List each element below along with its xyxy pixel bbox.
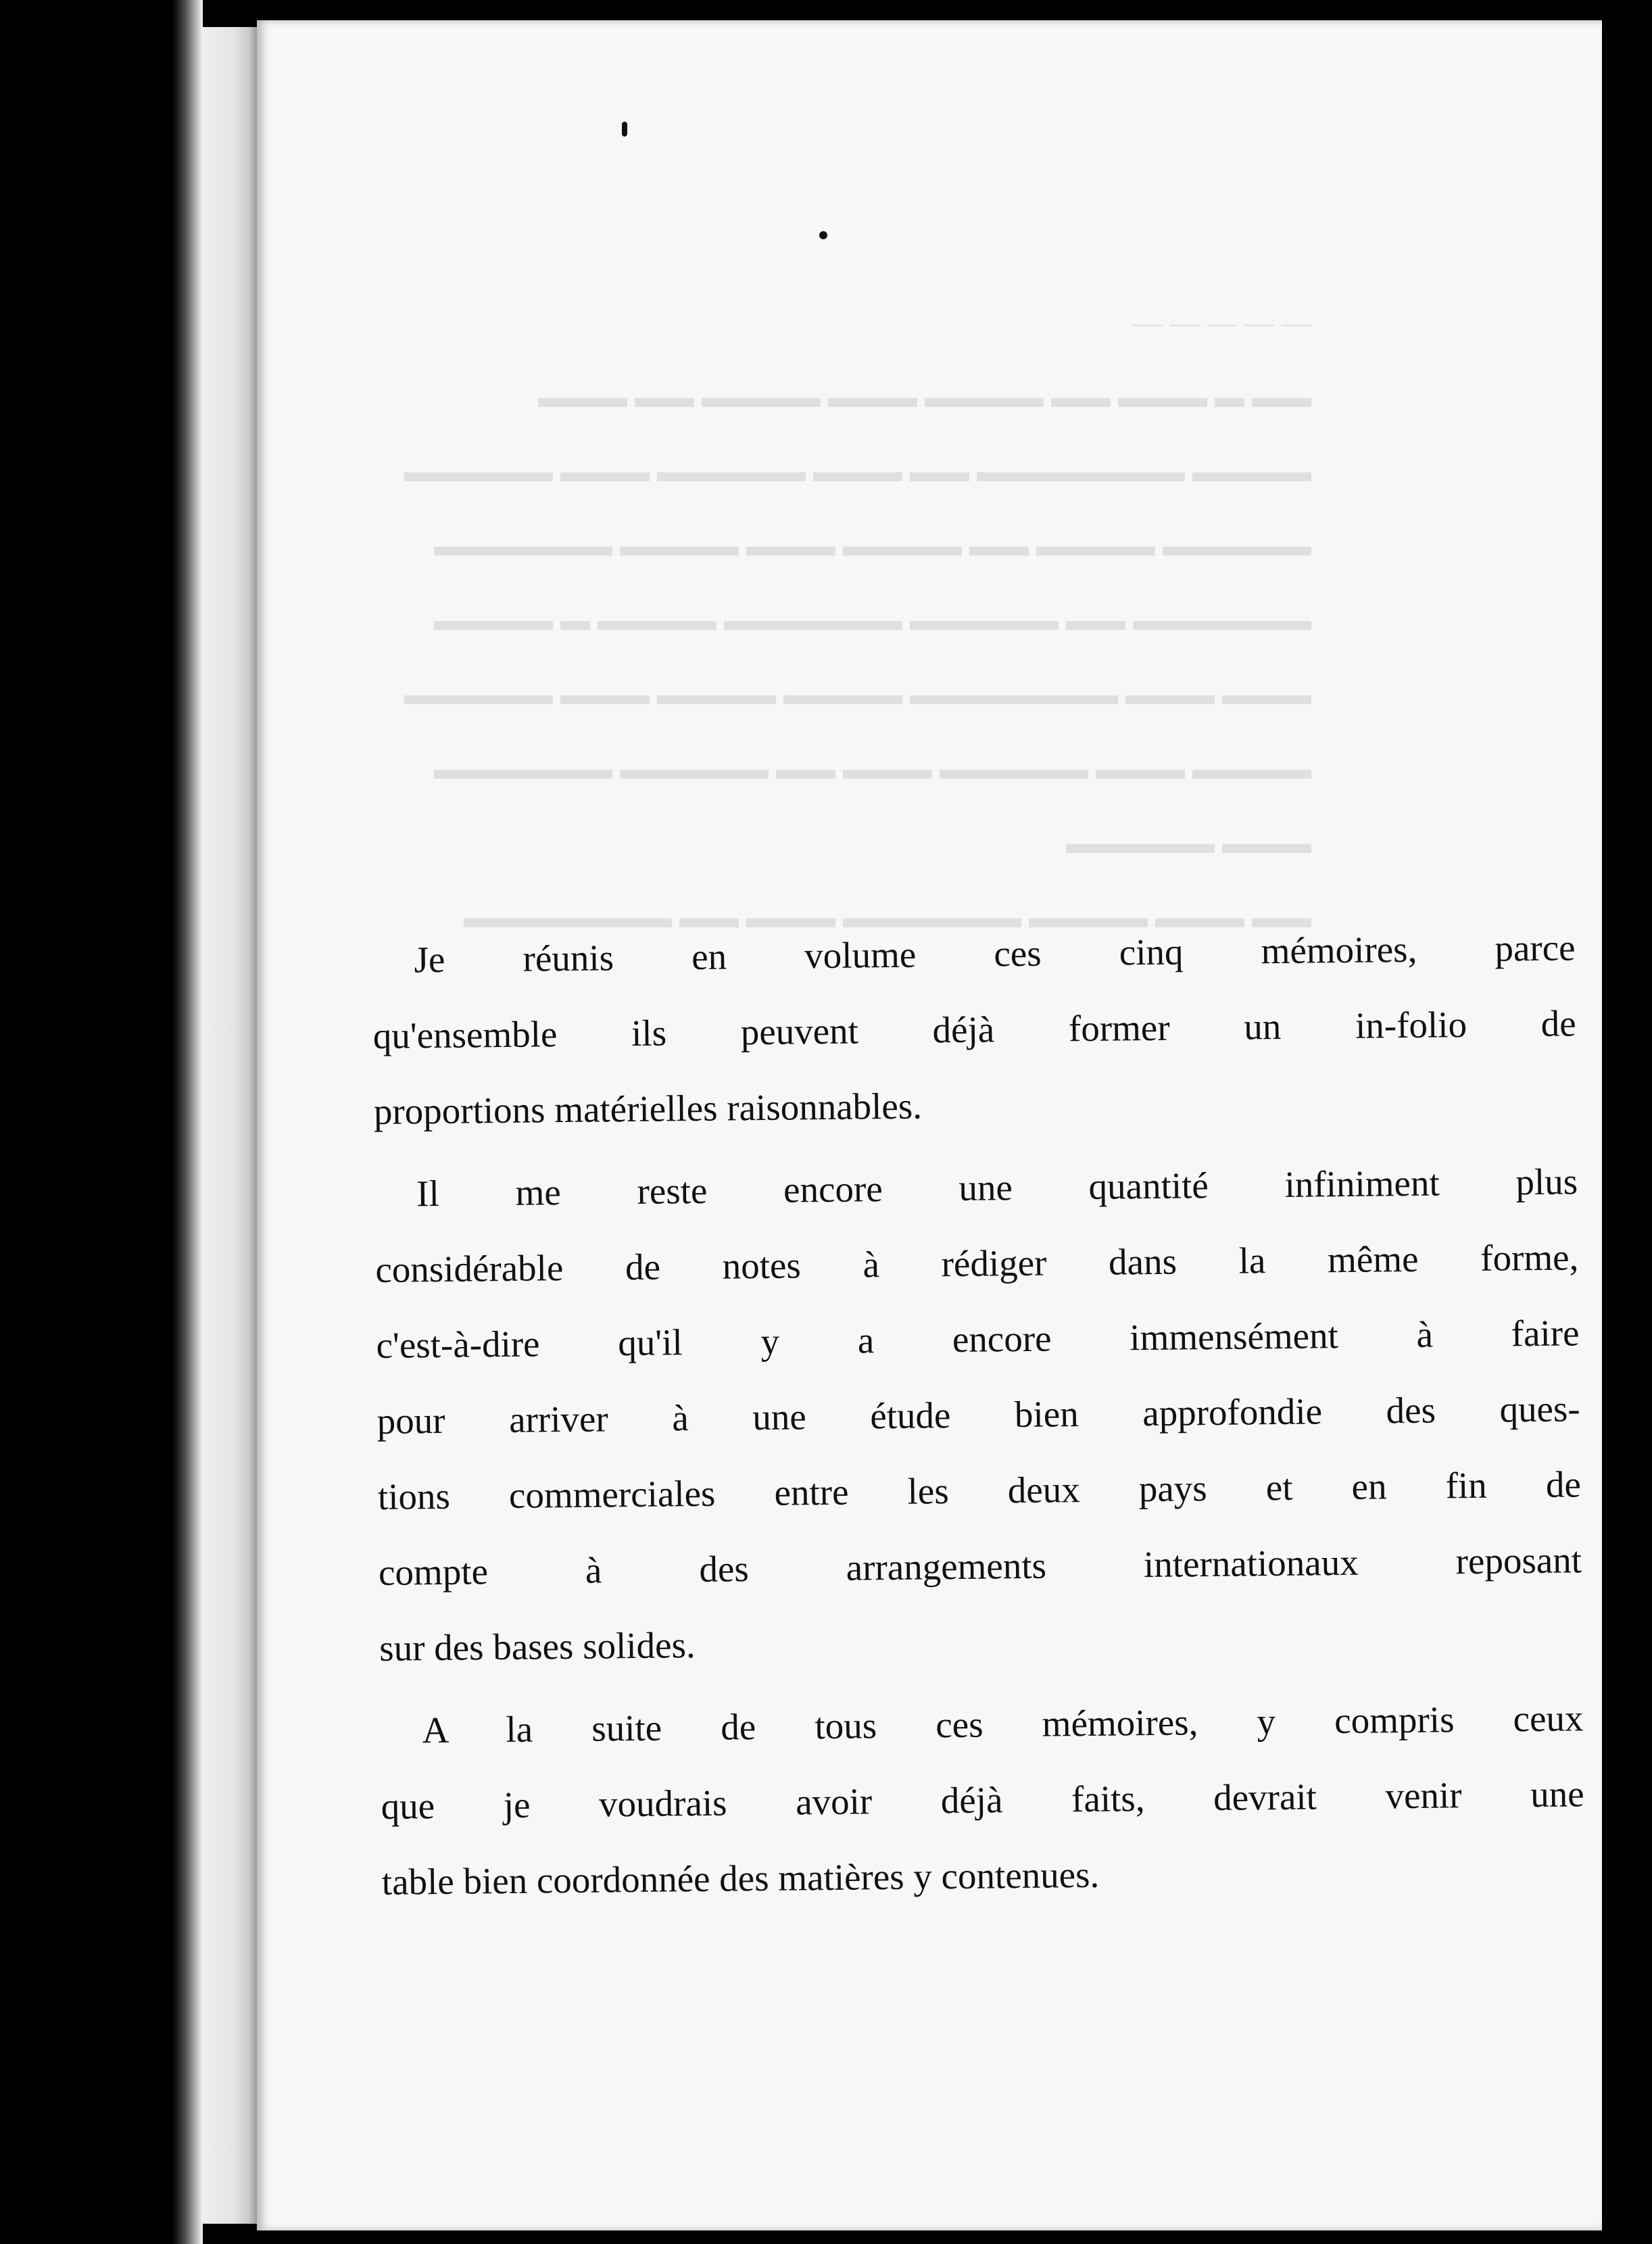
paragraph-2 <box>374 1144 1583 1686</box>
text-line: proportions matérielles raisonnables. <box>373 1085 923 1132</box>
paragraph-3 <box>380 1680 1585 1920</box>
text-line: table bien coordonnée des matières y contenues. <box>381 1853 1100 1903</box>
text-line: pour arriver à une étude bien approfondie des ques- <box>376 1388 1580 1442</box>
book-page <box>257 20 1602 2230</box>
text-line: que je voudrais avoir déjà faits, devrait venir une <box>381 1773 1584 1827</box>
text-line: tions commerciales entre les deux pays et en fin de <box>377 1463 1582 1517</box>
text-line: c'est-à-dire qu'il y a encore immensément à faire <box>376 1312 1580 1366</box>
show-through-text: — — — — — ▬▬ ▬ ▬▬▬ ▬▬ ▬▬▬▬ ▬▬▬ ▬▬▬▬ ▬▬ ▬▬▬ ▬▬▬▬ ▬▬▬▬▬▬▬ ▬▬ ▬▬▬ ▬▬▬▬▬ ▬▬▬ ▬▬▬▬▬ ▬▬▬▬▬ ▬▬▬▬ ▬▬ ▬▬▬▬ ▬▬▬ ▬▬▬▬ ▬▬▬▬▬▬ ▬▬▬▬▬▬ ▬▬ ▬▬▬▬▬ ▬▬▬▬▬▬ ▬▬▬▬ ▬ ▬▬▬▬ ▬▬▬ ▬▬▬ ▬▬▬▬▬▬▬ ▬▬▬▬ ▬▬▬▬ ▬▬▬ ▬▬▬▬▬ ▬▬▬▬ ▬▬▬ ▬▬▬▬▬ ▬▬▬ ▬▬ ▬▬▬▬▬ ▬▬▬▬▬▬ ▬▬▬ ▬▬▬▬▬ ▬▬ ▬▬▬ ▬▬▬▬ ▬▬▬▬▬▬ ▬▬▬ ▬▬ ▬▬▬▬▬▬▬ <box>404 306 1311 934</box>
right-scan-border <box>1602 0 1652 2244</box>
text-line: compte à des arrangements internationaux reposant <box>378 1539 1582 1593</box>
paragraph-1 <box>372 910 1577 1150</box>
text-line: considérable de notes à rédiger dans la même forme, <box>375 1236 1579 1290</box>
text-line: A la suite de tous ces mémoires, y compris ceux <box>422 1697 1584 1751</box>
ink-speck <box>819 231 827 239</box>
text-line: Il me reste encore une quantité infiniment plus <box>416 1161 1578 1215</box>
left-page-edge <box>203 27 257 2224</box>
main-text-block <box>372 910 1585 1920</box>
text-line: Je réunis en volume ces cinq mémoires, parce <box>414 927 1576 981</box>
ink-speck <box>622 122 627 137</box>
text-line: sur des bases solides. <box>379 1624 696 1669</box>
text-line: qu'ensemble ils peuvent déjà former un in-folio de <box>372 1002 1576 1056</box>
book-binding <box>0 0 203 2244</box>
